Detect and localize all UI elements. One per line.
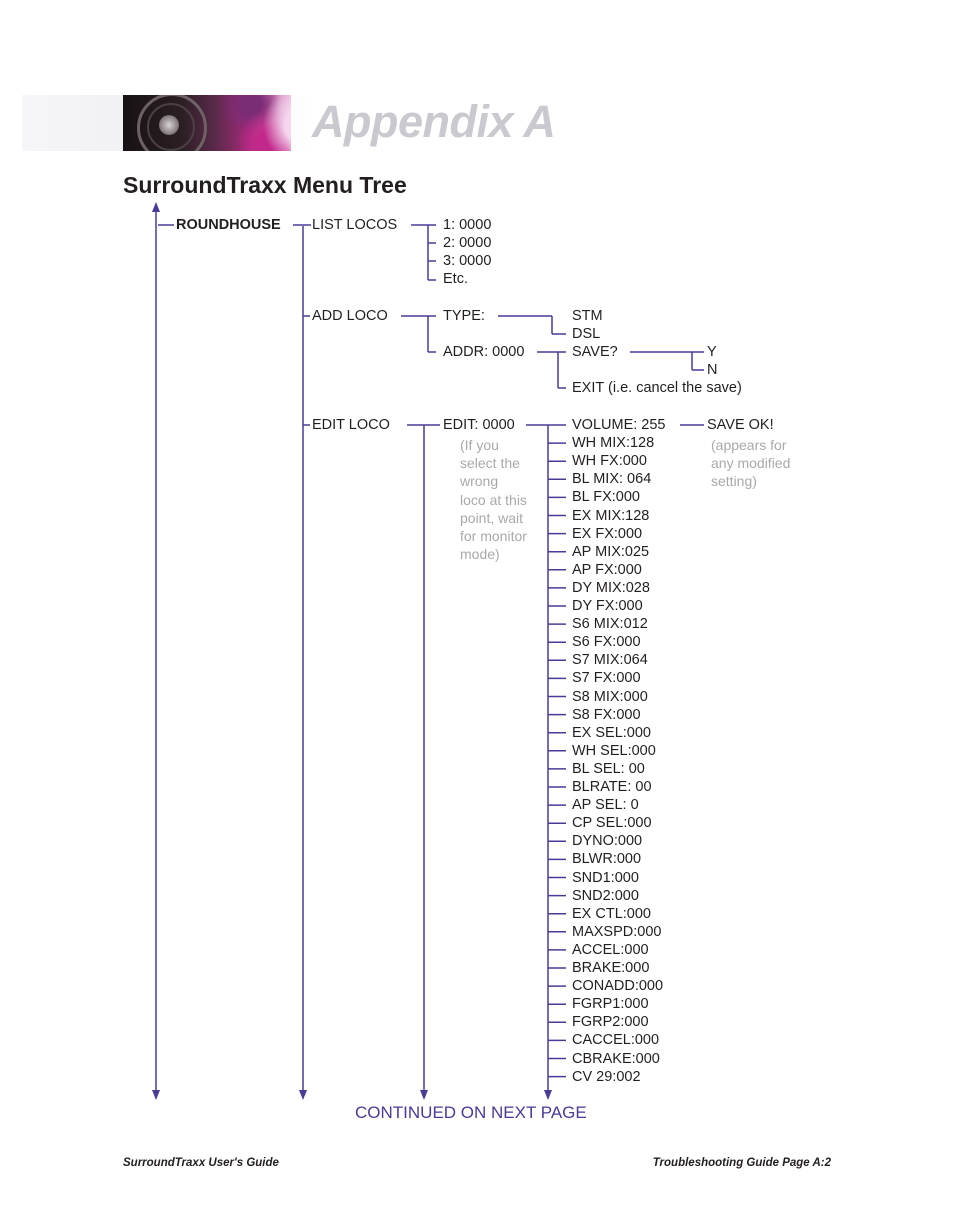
setting-item: S7 FX:000 [572, 670, 641, 687]
setting-item: EX CTL:000 [572, 905, 651, 922]
appendix-title: Appendix A [312, 96, 556, 147]
setting-item: BL MIX: 064 [572, 471, 652, 488]
setting-item: MAXSPD:000 [572, 923, 662, 940]
footer-left: SurroundTraxx User's Guide [123, 1157, 279, 1169]
menu-node-add-loco: ADD LOCO [312, 308, 388, 324]
menu-node-save-ok: SAVE OK! [707, 417, 774, 433]
setting-item: FGRP1:000 [572, 996, 649, 1013]
setting-item: AP SEL: 0 [572, 797, 639, 814]
save-option-n: N [707, 362, 718, 378]
menu-node-roundhouse: ROUNDHOUSE [176, 217, 281, 233]
save-option-y: Y [707, 344, 717, 360]
setting-item: S8 MIX:000 [572, 688, 648, 705]
setting-item: CBRAKE:000 [572, 1050, 660, 1067]
setting-item: EX SEL:000 [572, 724, 651, 741]
continued-note: CONTINUED ON NEXT PAGE [355, 1103, 587, 1122]
setting-item: CV 29:002 [572, 1068, 641, 1085]
setting-item: BLRATE: 00 [572, 779, 652, 795]
setting-item: CONADD:000 [572, 978, 664, 995]
setting-item: DY FX:000 [572, 598, 643, 614]
menu-node-list-locos: LIST LOCOS [312, 217, 398, 233]
menu-node-exit: EXIT (i.e. cancel the save) [572, 380, 742, 396]
setting-item: DYNO:000 [572, 833, 643, 850]
loco-list-item: 2: 0000 [443, 235, 492, 251]
setting-item: BRAKE:000 [572, 960, 650, 976]
menu-node-edit-loco: EDIT LOCO [312, 417, 390, 433]
menu-node-save: SAVE? [572, 344, 618, 360]
setting-item: WH FX:000 [572, 453, 647, 470]
loco-list-item: 3: 0000 [443, 253, 492, 269]
setting-item: S6 MIX:012 [572, 616, 648, 633]
footer-right: Troubleshooting Guide Page A:2 [652, 1157, 831, 1169]
type-option-dsl: DSL [572, 326, 601, 342]
menu-node-addr: ADDR: 0000 [443, 344, 525, 360]
setting-item: SND1:000 [572, 869, 639, 886]
save-ok-note: (appears for any modified setting) [711, 437, 791, 490]
setting-item: VOLUME: 255 [572, 417, 666, 433]
edit-note: (If you select the wrong loco at this point, wait for monitor mode) [460, 437, 527, 563]
setting-item: BL FX:000 [572, 489, 640, 506]
setting-item: DY MIX:028 [572, 579, 650, 596]
setting-item: BLWR:000 [572, 851, 642, 868]
loco-list-item: 1: 0000 [443, 217, 492, 233]
setting-item: BL SEL: 00 [572, 760, 645, 777]
section-title: SurroundTraxx Menu Tree [123, 172, 407, 198]
loco-list-item: Etc. [443, 271, 468, 287]
setting-item: WH SEL:000 [572, 742, 656, 759]
menu-node-type: TYPE: [443, 308, 485, 324]
setting-item: WH MIX:128 [572, 435, 655, 452]
setting-item: CACCEL:000 [572, 1032, 660, 1049]
setting-item: S6 FX:000 [572, 634, 641, 651]
setting-item: EX MIX:128 [572, 507, 650, 524]
setting-item: CP SEL:000 [572, 815, 652, 832]
setting-item: ACCEL:000 [572, 941, 649, 958]
setting-item: AP MIX:025 [572, 543, 650, 560]
setting-item: S8 FX:000 [572, 706, 641, 723]
setting-item: AP FX:000 [572, 561, 642, 578]
type-option-stm: STM [572, 308, 603, 324]
setting-item: SND2:000 [572, 887, 639, 904]
setting-item: S7 MIX:064 [572, 652, 648, 669]
setting-item: EX FX:000 [572, 525, 643, 542]
menu-node-edit: EDIT: 0000 [443, 417, 515, 433]
setting-item: FGRP2:000 [572, 1014, 649, 1031]
